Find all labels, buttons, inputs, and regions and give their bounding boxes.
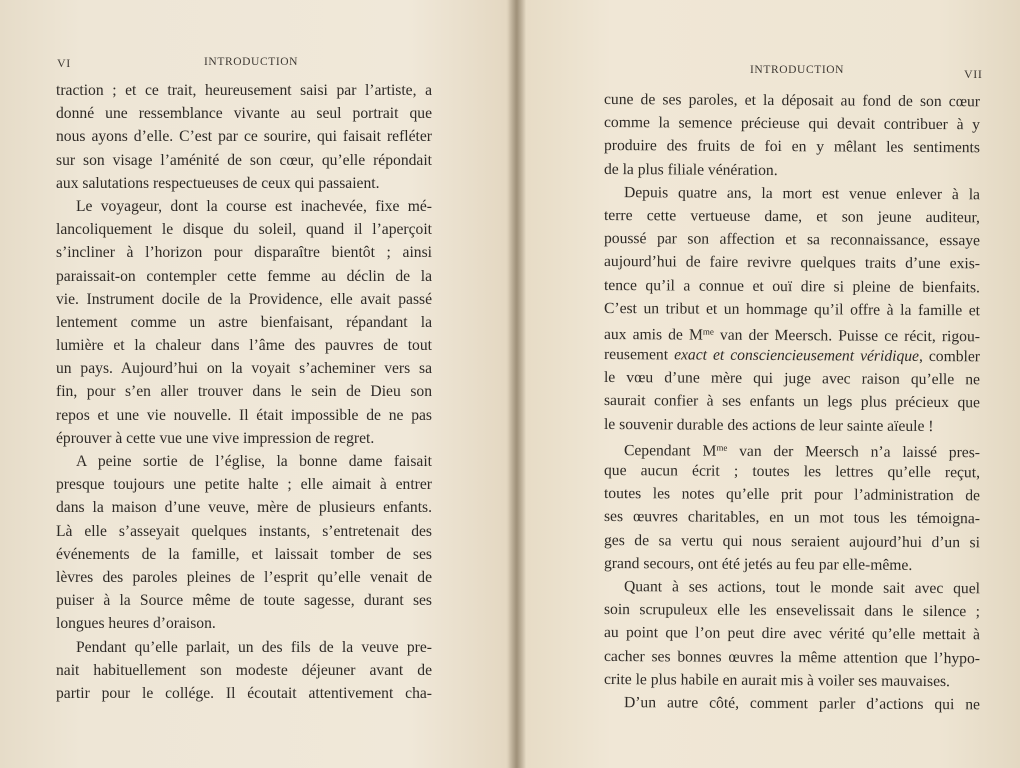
text-line: Le voyageur, dont la course est inachevée, fixe mé- xyxy=(76,197,432,215)
text-run: aujourd’hui de faire revivre quelques traits d’une exis- xyxy=(603,253,981,273)
text-line: lancoliquement le disque du soleil, quand il l’aperçoit xyxy=(56,221,432,239)
text-line: donné une ressemblance vivante au seul portrait que xyxy=(56,105,432,123)
text-line xyxy=(604,320,980,345)
text-line: A peine sortie de l’église, la bonne dame faisait xyxy=(76,453,432,470)
text-line xyxy=(604,691,980,716)
left-page xyxy=(0,0,508,768)
text-line xyxy=(604,88,980,113)
right-page xyxy=(524,0,1020,768)
text-run: van der Meersch n’a laissé pres- xyxy=(727,442,981,462)
text-line: vie. Instrument docile de la Providence, elle avait passé xyxy=(56,290,432,308)
text-run: toutes les notes qu’elle prit pour l’administration de xyxy=(603,485,981,505)
text-line xyxy=(604,227,980,252)
text-run: comme la semence précieuse qui devait contribuer à y xyxy=(603,114,981,134)
superscript: me xyxy=(702,326,714,337)
text-line xyxy=(604,250,980,275)
text-line xyxy=(604,204,980,229)
text-run: cune de ses paroles, et la déposait au fond de son cœur xyxy=(603,91,981,111)
text-line xyxy=(604,621,980,646)
text-run: poussé par son affection et sa reconnaissance, essaye xyxy=(603,230,981,250)
text-line xyxy=(604,552,980,577)
text-line: nait habituellement son modeste déjeuner avant de xyxy=(56,661,432,679)
right-body-text xyxy=(604,88,980,714)
text-line: Là elle s’asseyait quelques instants, s’entretenait des xyxy=(56,522,432,540)
text-line: fin, pour s’en aller trouver dans le sein de Dieu son xyxy=(56,383,432,401)
text-line: événements de la famille, et laissait tomber de ses xyxy=(56,545,432,563)
text-run: crite le plus habile en aurait mis à voiler ses mauvaises. xyxy=(603,670,951,690)
text-line: s’incliner à l’horizon pour disparaître bientôt ; ainsi xyxy=(56,244,432,262)
text-run: aux amis de M xyxy=(603,325,703,344)
left-body-text xyxy=(56,79,432,705)
right-page-number: VII xyxy=(964,67,983,81)
text-line xyxy=(604,413,980,438)
text-line: repos et une vie nouvelle. Il était impossible de ne pas xyxy=(56,406,432,424)
text-run: au point que l’on peut dire avec vérité qu’elle mettait à xyxy=(603,624,981,644)
superscript: me xyxy=(716,442,728,453)
text-line xyxy=(604,111,980,136)
italic-phrase: exact et consciencieusement véridique xyxy=(674,346,920,365)
text-run: de la plus filiale vénération. xyxy=(603,160,778,179)
text-run: reusement xyxy=(603,346,675,364)
text-line xyxy=(604,297,980,322)
text-line: sur son visage l’aménité de son cœur, qu’elle répondait xyxy=(56,151,432,169)
text-run: van der Meersch. Puisse ce récit, rigou- xyxy=(713,326,981,346)
text-run: Quant à ses actions, tout le monde sait avec quel xyxy=(623,578,981,598)
text-line xyxy=(604,459,980,484)
text-line: aux salutations respectueuses de ceux qui passaient. xyxy=(56,174,380,192)
text-line: Pendant qu’elle parlait, un des fils de la veuve pre- xyxy=(76,638,432,656)
text-line xyxy=(604,598,980,623)
text-line: lumière et la chaleur dans l’âme des pauvres de tout xyxy=(56,337,432,355)
text-run: grand secours, ont été jetés au feu par elle-même. xyxy=(603,554,913,574)
text-run: , combler xyxy=(918,347,981,366)
text-line: éprouver à cette vue une vive impression de regret. xyxy=(56,429,375,447)
text-run: que aucun écrit ; toutes les lettres qu’elle reçut, xyxy=(603,462,981,482)
text-line xyxy=(604,366,980,391)
text-line xyxy=(604,505,980,530)
text-line: lèvres des paroles pleines de l’esprit qu’elle venait de xyxy=(56,568,432,586)
text-line xyxy=(604,274,980,299)
text-line xyxy=(604,668,980,693)
text-run: le souvenir durable des actions de leur sainte aïeule ! xyxy=(603,415,934,435)
text-run: tence qu’il a connue et ouï dire si pleine de bienfaits. xyxy=(603,276,981,296)
text-line: partir pour le collége. Il écoutait attentivement cha- xyxy=(56,684,432,702)
text-line: presque toujours une petite halte ; elle aimait à entrer xyxy=(56,476,432,494)
text-line: longues heures d’oraison. xyxy=(56,615,216,633)
text-line: paraissait-on contempler cette femme au déclin de la xyxy=(56,267,432,285)
text-run: saurait confier à ses enfants un legs plus précieux que xyxy=(603,392,981,412)
left-page-number: VI xyxy=(57,56,71,70)
text-run: ges de sa vertu qui nous seraient aujourd’hui d’un si xyxy=(603,531,981,551)
text-line: lentement comme un astre bienfaisant, répandant la xyxy=(56,313,432,331)
text-line xyxy=(604,482,980,507)
text-line: puiser à la Source même de toute sagesse, durant ses xyxy=(56,592,432,610)
text-line xyxy=(604,575,980,600)
text-line xyxy=(604,134,980,159)
text-line xyxy=(604,529,980,554)
text-line: un pays. Aujourd’hui on la voyait s’acheminer vers sa xyxy=(56,360,432,378)
text-line xyxy=(604,436,980,461)
text-run: D’un autre côté, comment parler d’actions qui ne xyxy=(623,693,981,714)
text-run: soin scrupuleux elle les ensevelissait dans le silence ; xyxy=(603,601,981,621)
text-run: ses œuvres charitables, en un mot tous les témoigna- xyxy=(603,508,981,528)
text-line: nous ayons d’elle. C’est par ce sourire, qui faisait refléter xyxy=(56,128,432,146)
text-run: le vœu d’une mère qui juge avec raison qu’elle ne xyxy=(603,369,981,389)
text-line xyxy=(604,343,980,368)
text-line: traction ; et ce trait, heureusement saisi par l’artiste, a xyxy=(56,82,432,99)
text-run: produire des fruits de foi en y mêlant les sentiments xyxy=(603,137,981,157)
text-run: cacher ses bonnes œuvres la même attention que l’hypo- xyxy=(603,647,981,667)
text-line xyxy=(604,645,980,670)
text-run: terre cette vertueuse dame, et son jeune auditeur, xyxy=(603,206,981,227)
text-line: dans la maison d’une veuve, mère de plusieurs enfants. xyxy=(56,499,432,517)
text-line xyxy=(604,389,980,414)
right-running-head: INTRODUCTION xyxy=(750,64,845,76)
text-line xyxy=(604,158,980,183)
left-running-head: INTRODUCTION xyxy=(204,56,299,68)
text-run: C’est un tribut et un hommage qu’il offre à la famille et xyxy=(603,299,981,319)
text-line xyxy=(604,181,980,206)
text-run: Cependant M xyxy=(623,441,717,460)
text-run: Depuis quatre ans, la mort est venue enlever à la xyxy=(623,183,981,204)
